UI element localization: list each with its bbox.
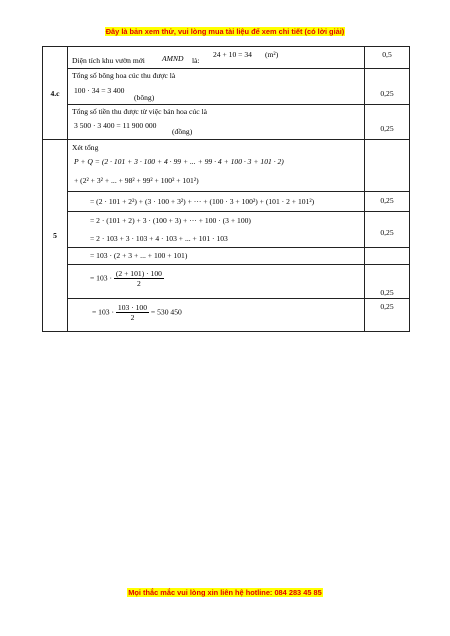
table-row bbox=[43, 105, 410, 140]
money-unit: (đồng) bbox=[172, 127, 193, 136]
step-1: = (2 · 101 + 2²) + (3 · 100 + 3²) + ··· + (100 · 3 + 100²) + (101 · 2 + 101²) bbox=[90, 197, 315, 206]
step-cell bbox=[68, 299, 365, 332]
score-value: 0,25 bbox=[380, 89, 394, 98]
step-cell bbox=[68, 212, 365, 248]
flowers-expr: 100 · 34 = 3 400 bbox=[74, 86, 125, 95]
pq-line-1: P + Q = (2 · 101 + 3 · 100 + 4 · 99 + ... + 99 · 4 + 100 · 3 + 101 · 2) bbox=[74, 157, 284, 166]
step-6-denominator: 2 bbox=[130, 313, 135, 322]
step-cell bbox=[68, 265, 365, 299]
score-cell bbox=[365, 248, 410, 265]
money-expr: 3 500 · 3 400 = 11 900 000 bbox=[74, 121, 157, 130]
step-5 bbox=[90, 269, 164, 288]
pq-line-2: + (2² + 3² + ... + 98² + 99² + 100² + 101²) bbox=[74, 176, 199, 185]
table-row bbox=[43, 69, 410, 105]
score-cell bbox=[365, 105, 410, 140]
row-label-5: 5 bbox=[43, 140, 68, 332]
intro-cell bbox=[68, 140, 365, 192]
step-5-denominator: 2 bbox=[137, 279, 141, 288]
area-cell bbox=[68, 47, 365, 69]
table-row bbox=[43, 192, 410, 212]
table-row bbox=[43, 47, 410, 69]
money-cell bbox=[68, 105, 365, 140]
area-expr: 24 + 10 = 34 bbox=[213, 50, 252, 59]
score-cell bbox=[365, 192, 410, 212]
step-2: = 2 · (101 + 2) + 3 · (100 + 3) + ··· + 100 · (3 + 100) bbox=[90, 216, 251, 225]
score-value: 0,25 bbox=[380, 288, 394, 297]
score-cell bbox=[365, 69, 410, 105]
area-text: Diện tích khu vườn mới bbox=[72, 56, 145, 65]
score-cell bbox=[365, 47, 410, 69]
solution-table bbox=[42, 46, 410, 332]
area-is: là: bbox=[192, 56, 200, 65]
score-cell bbox=[365, 140, 410, 192]
area-var: AMND bbox=[162, 54, 184, 63]
preview-notice-banner: Đây là bản xem thử, vui lòng mua tài liệu để xem chi tiết (có lời giải) bbox=[105, 27, 345, 36]
score-value: 0,5 bbox=[382, 50, 392, 59]
score-value: 0,25 bbox=[380, 228, 394, 237]
step-3: = 2 · 103 + 3 · 103 + 4 · 103 + ... + 101 · 103 bbox=[90, 234, 228, 243]
table-row bbox=[43, 248, 410, 265]
flowers-text: Tổng số bông hoa cúc thu được là bbox=[72, 71, 176, 80]
table-row bbox=[43, 140, 410, 192]
step-6 bbox=[92, 303, 182, 322]
score-value: 0,25 bbox=[380, 196, 394, 205]
step-5-numerator: (2 + 101) · 100 bbox=[115, 269, 162, 278]
consider-text: Xét tổng bbox=[72, 143, 99, 152]
table-row bbox=[43, 212, 410, 248]
score-cell bbox=[365, 265, 410, 299]
table-row bbox=[43, 299, 410, 332]
score-value: 0,25 bbox=[380, 124, 394, 133]
flowers-unit: (bông) bbox=[134, 93, 155, 102]
step-4: = 103 · (2 + 3 + ... + 100 + 101) bbox=[90, 251, 188, 260]
hotline-banner: Mọi thắc mắc vui lòng xin liên hệ hotline: 084 283 45 85 bbox=[128, 588, 322, 597]
step-6-prefix: = 103 · bbox=[92, 307, 114, 317]
step-6-fraction bbox=[116, 303, 149, 322]
step-5-prefix: = 103 · bbox=[90, 273, 112, 283]
row-label-4c: 4.c bbox=[43, 47, 68, 140]
step-6-numerator: 103 · 100 bbox=[117, 303, 148, 312]
step-5-fraction bbox=[114, 269, 164, 288]
money-text: Tổng số tiền thu được từ việc bán hoa cúc là bbox=[72, 107, 207, 116]
table-row bbox=[43, 265, 410, 299]
area-unit: (m²) bbox=[265, 50, 279, 59]
score-cell bbox=[365, 299, 410, 332]
score-value: 0,25 bbox=[380, 302, 394, 311]
score-cell bbox=[365, 212, 410, 248]
flowers-cell bbox=[68, 69, 365, 105]
step-cell bbox=[68, 248, 365, 265]
step-cell bbox=[68, 192, 365, 212]
step-6-result: = 530 450 bbox=[150, 307, 182, 317]
